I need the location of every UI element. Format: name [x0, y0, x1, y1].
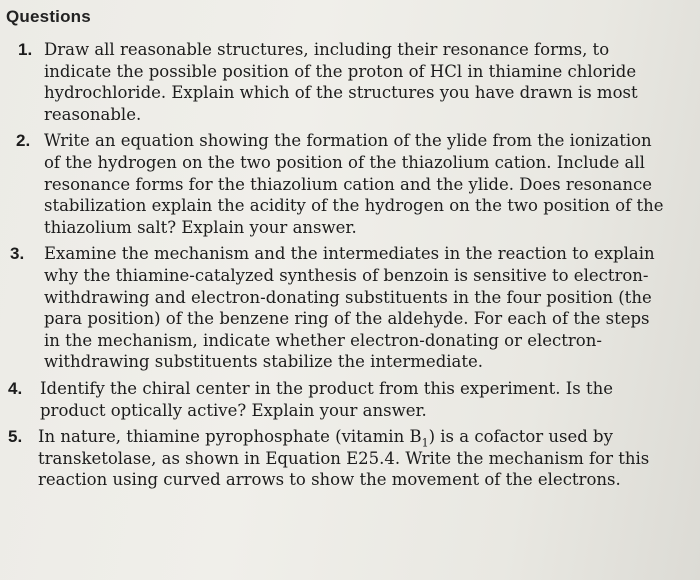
- question-text: [38, 427, 649, 489]
- question-text: Draw all reasonable structures, including their resonance forms, to indicate the possible position of the proton of HCl in thiamine chloride hydrochloride. Explain which of the structures you have drawn is most reasonable.: [44, 40, 638, 124]
- question-text-part: In nature, thiamine pyrophosphate (vitamin B: [38, 427, 422, 447]
- question-number: 1.: [18, 40, 33, 59]
- question-item: [4, 130, 664, 238]
- question-number: 4.: [8, 378, 23, 398]
- subscript-one: 1: [421, 436, 429, 450]
- question-item: [4, 426, 670, 491]
- question-number: 5.: [8, 427, 23, 447]
- question-number: 2.: [16, 131, 31, 151]
- question-item: [4, 243, 664, 373]
- questions-heading: Questions: [6, 7, 91, 26]
- question-text: Write an equation showing the formation of the ylide from the ionization of the hydrogen on the two position of the thiazolium cation. Include all resonance forms for the thiazolium cation and the ylide. Does resonance stabilization explain the acidity of the hydrogen on the two position of the thiazolium salt? Explain your answer.: [44, 131, 664, 237]
- question-text-part: ) is a cofactor used by transketolase, as shown in Equation E25.4. Write the mechanism for this reaction using curved arrows to show the movement of the electrons.: [38, 427, 650, 490]
- question-item: [4, 378, 664, 421]
- question-list: [4, 39, 664, 496]
- question-text: Identify the chiral center in the product from this experiment. Is the product optically active? Explain your answer.: [40, 378, 614, 420]
- question-text: Examine the mechanism and the intermediates in the reaction to explain why the thiamine-catalyzed synthesis of benzoin is sensitive to electron-withdrawing and electron-donating substituents in the four position (the para position) of the benzene ring of the aldehyde. For each of the steps in the mechanism, indicate whether electron-donating or electron-withdrawing substituents stabilize the intermediate.: [44, 244, 655, 372]
- question-number: 3.: [10, 244, 25, 264]
- question-item: [4, 39, 664, 125]
